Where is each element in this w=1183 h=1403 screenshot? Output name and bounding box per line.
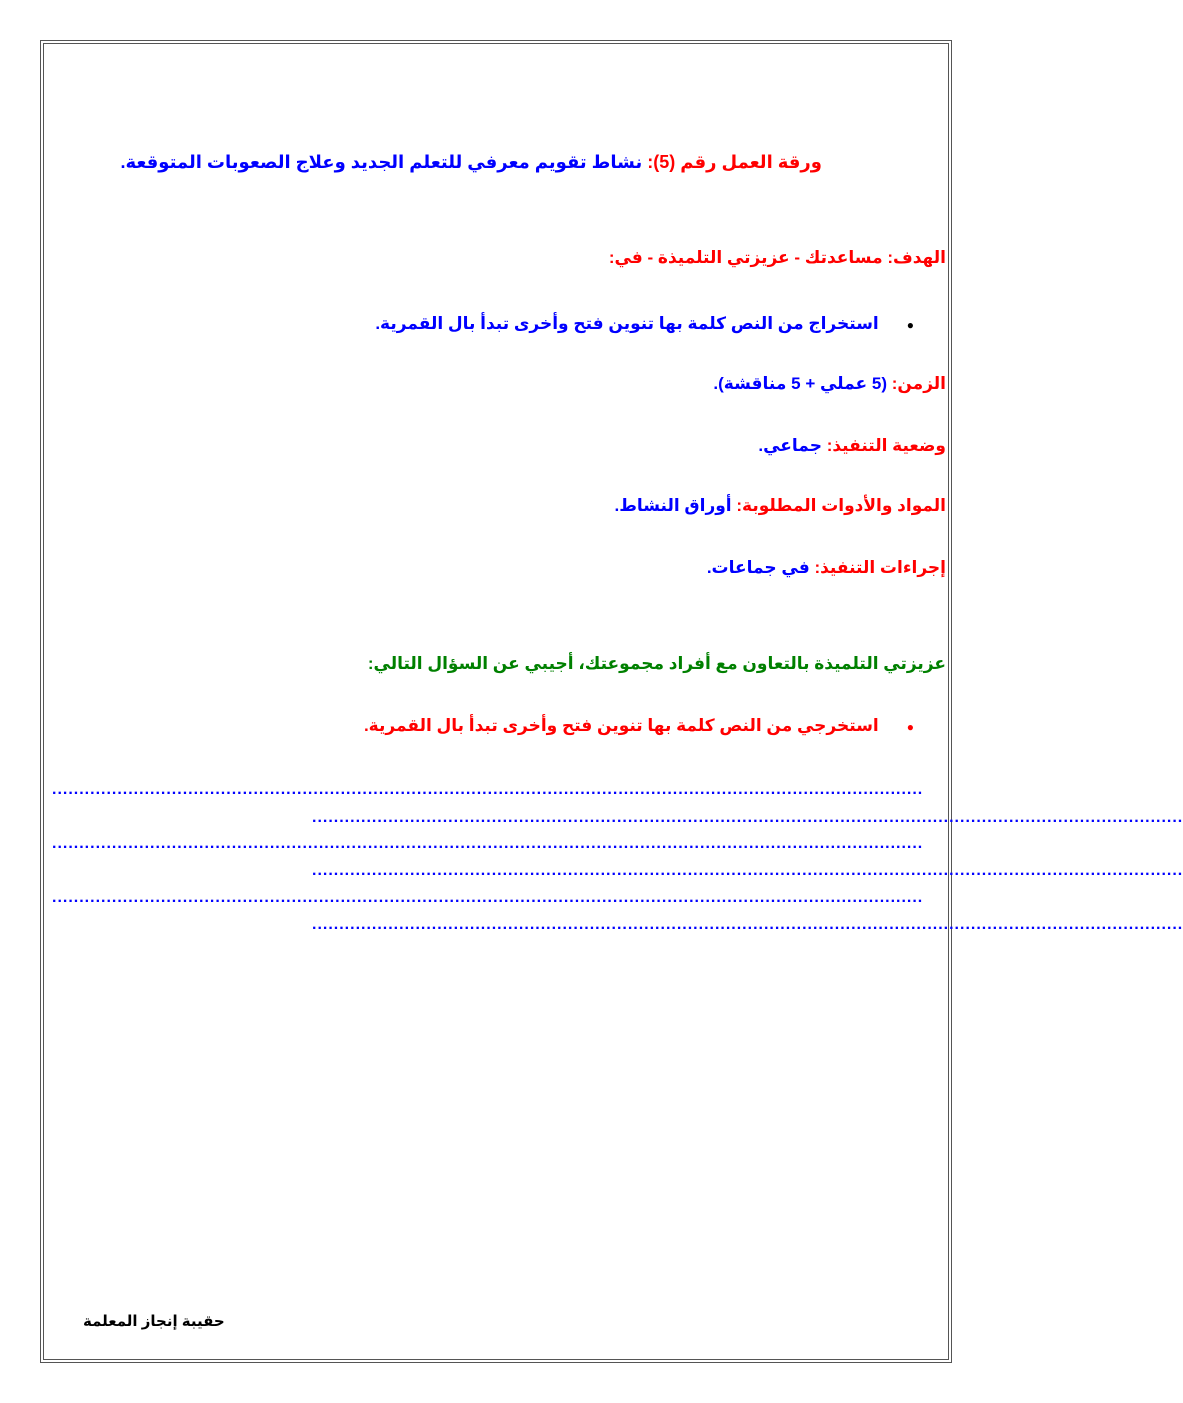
mode-row xyxy=(758,436,946,456)
procedure-value: في جماعات. xyxy=(706,558,810,577)
answer-line[interactable]: ................................................................................................................................................................ xyxy=(312,862,1183,879)
worksheet-title-label: ورقة العمل رقم (5): xyxy=(647,152,822,172)
mode-value: جماعي. xyxy=(758,436,822,455)
goal-bullet xyxy=(375,314,914,334)
bullet-icon: ● xyxy=(906,317,914,332)
answer-line[interactable]: ................................................................................................................................................................ xyxy=(52,835,924,852)
time-row xyxy=(713,374,946,394)
worksheet-title xyxy=(120,152,822,173)
instruction-text: عزيزتي التلميذة بالتعاون مع أفراد مجموعتك، أجيبي عن السؤال التالي: xyxy=(367,654,946,673)
question-text: استخرجي من النص كلمة بها تنوين فتح وأخرى تبدأ بال القمرية. xyxy=(363,716,879,735)
materials-label: المواد والأدوات المطلوبة: xyxy=(736,496,946,515)
procedure-label: إجراءات التنفيذ: xyxy=(814,558,946,577)
goal-heading: الهدف: مساعدتك - عزيزتي التلميذة - في: xyxy=(608,248,946,267)
worksheet-title-text: نشاط تقويم معرفي للتعلم الجديد وعلاج الصعوبات المتوقعة. xyxy=(120,152,643,172)
mode-label: وضعية التنفيذ: xyxy=(826,436,946,455)
answer-line[interactable]: ................................................................................................................................................................ xyxy=(312,809,1183,826)
question-bullet xyxy=(364,716,914,736)
answer-line[interactable]: ................................................................................................................................................................ xyxy=(312,916,1183,933)
procedure-row xyxy=(707,558,946,578)
page-border-inner xyxy=(43,43,1183,1360)
goal-bullet-text: استخراج من النص كلمة بها تنوين فتح وأخرى تبدأ بال القمرية. xyxy=(375,314,879,333)
time-label: الزمن: xyxy=(891,374,946,393)
answer-line[interactable]: ................................................................................................................................................................ xyxy=(52,781,924,798)
materials-value: أوراق النشاط. xyxy=(614,496,732,515)
bullet-icon: ● xyxy=(906,719,914,734)
materials-row xyxy=(614,496,946,516)
time-value: (5 عملي + 5 مناقشة). xyxy=(713,374,887,393)
answer-line[interactable]: ................................................................................................................................................................ xyxy=(52,889,924,906)
footer-text: حقيبة إنجاز المعلمة xyxy=(83,1313,225,1330)
